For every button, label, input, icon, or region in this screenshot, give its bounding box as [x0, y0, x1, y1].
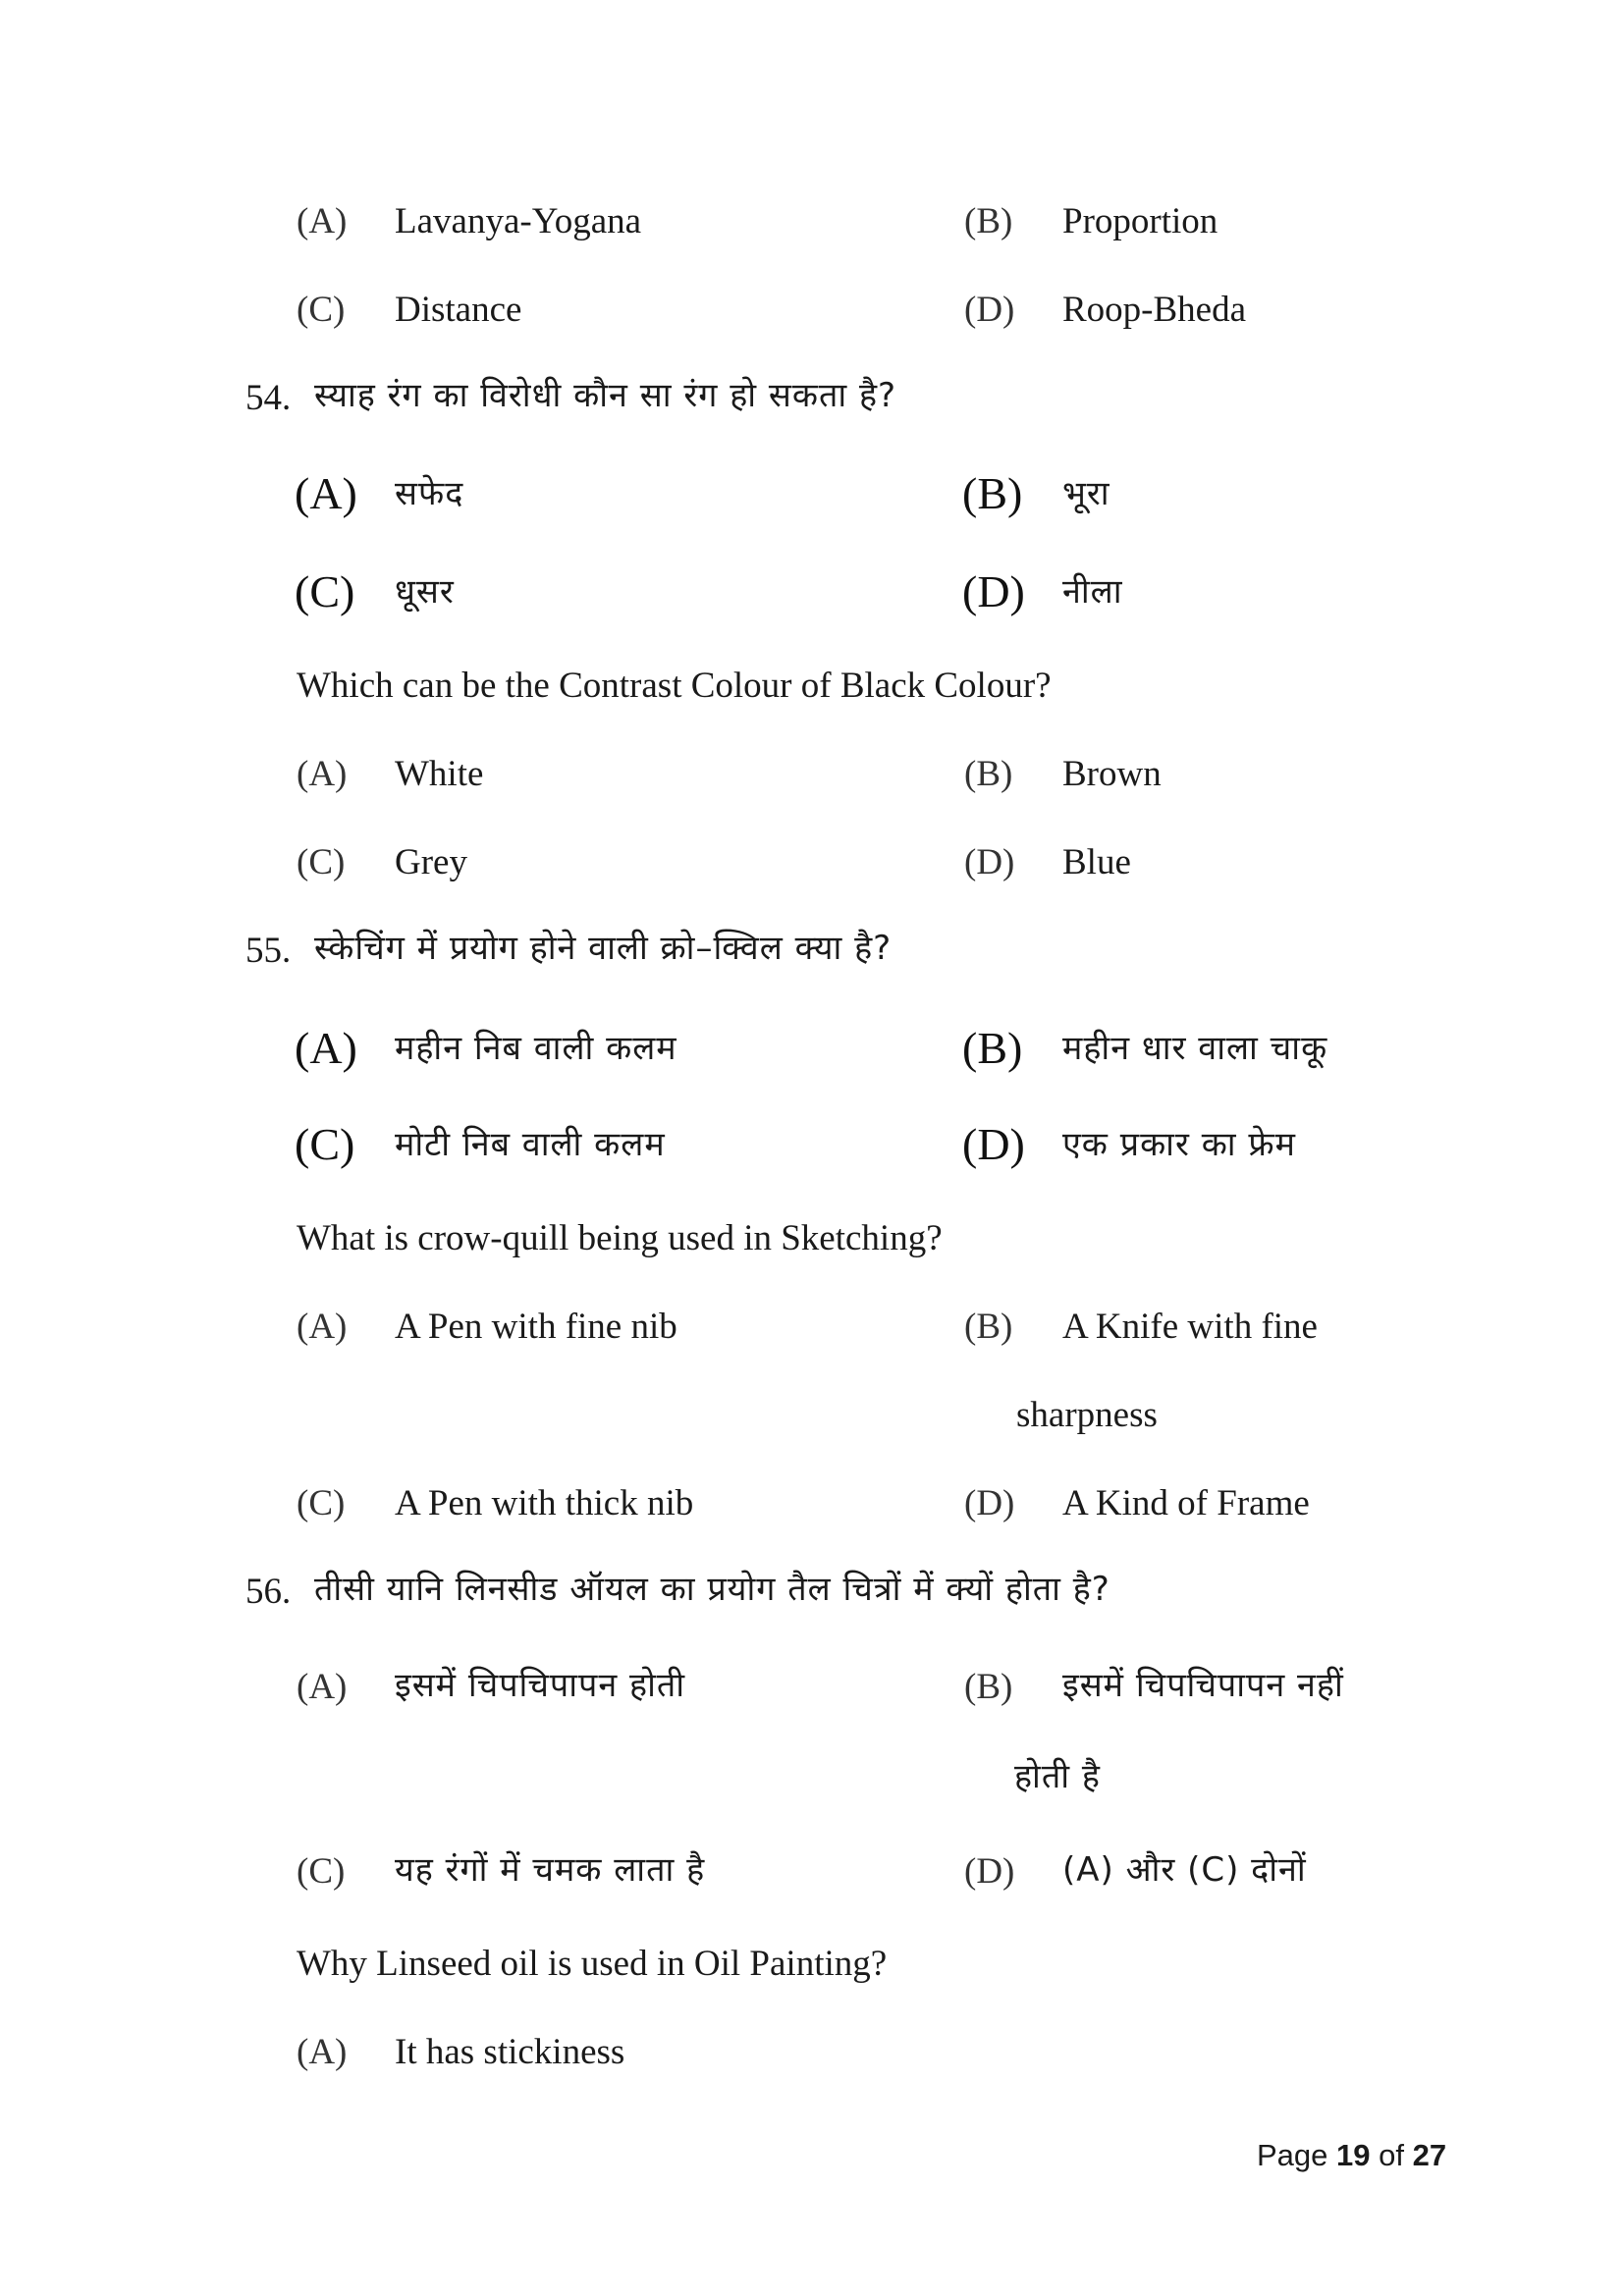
option-label: (C): [295, 1119, 355, 1169]
option-label: (A): [297, 2032, 348, 2072]
option-label: (D): [964, 290, 1015, 330]
option-label: (B): [964, 1667, 1013, 1707]
option-label: (D): [964, 842, 1015, 882]
option-label: (B): [962, 1023, 1023, 1073]
option-text: इसमें चिपचिपापन नहीं: [1062, 1666, 1344, 1705]
option-text: Roop-Bheda: [1062, 290, 1247, 330]
question-hindi: तीसी यानि लिनसीड ऑयल का प्रयोग तैल चित्रों में क्यों होता है?: [314, 1570, 1110, 1609]
option-label: (A): [297, 1667, 348, 1707]
option-label: (C): [297, 1483, 346, 1523]
of-word: of: [1379, 2138, 1404, 2172]
option-text: सफेद: [395, 474, 464, 513]
option-label: (C): [297, 290, 346, 330]
option-text-continuation: sharpness: [1016, 1395, 1158, 1435]
option-label: (A): [297, 201, 348, 241]
option-text: नीला: [1062, 572, 1123, 612]
option-label: (C): [295, 566, 355, 616]
option-label: (D): [962, 1119, 1025, 1169]
option-label: (B): [964, 754, 1013, 794]
option-label: (B): [964, 201, 1013, 241]
option-text: एक प्रकार का फ्रेम: [1062, 1125, 1296, 1164]
option-text: A Pen with thick nib: [395, 1483, 694, 1523]
question-english: What is crow-quill being used in Sketching?: [297, 1218, 943, 1258]
question-number: 56.: [245, 1572, 292, 1612]
option-label: (C): [297, 842, 346, 882]
total-pages: 27: [1412, 2138, 1447, 2172]
option-label: (A): [297, 754, 348, 794]
option-text: Blue: [1062, 842, 1131, 882]
option-text: A Knife with fine: [1062, 1307, 1318, 1347]
question-english: Which can be the Contrast Colour of Black Colour?: [297, 666, 1052, 706]
option-label: (A): [295, 1023, 357, 1073]
option-text: Proportion: [1062, 201, 1218, 241]
option-label: (D): [964, 1483, 1015, 1523]
option-text: Distance: [395, 290, 522, 330]
option-text: इसमें चिपचिपापन होती: [395, 1666, 686, 1705]
option-text: Lavanya-Yogana: [395, 201, 642, 241]
option-text: महीन धार वाला चाकू: [1062, 1029, 1328, 1068]
option-text: White: [395, 754, 484, 794]
question-number: 55.: [245, 931, 292, 971]
option-label: (D): [964, 1851, 1015, 1892]
page-number: [1257, 2140, 1446, 2170]
option-text: Brown: [1062, 754, 1162, 794]
option-text: A Kind of Frame: [1062, 1483, 1310, 1523]
question-hindi: स्याह रंग का विरोधी कौन सा रंग हो सकता है?: [314, 376, 897, 415]
question-hindi: स्केचिंग में प्रयोग होने वाली क्रो–क्विल क्या है?: [314, 929, 893, 968]
option-text: भूरा: [1062, 474, 1110, 513]
option-text: मोटी निब वाली कलम: [395, 1125, 666, 1164]
option-text: A Pen with fine nib: [395, 1307, 677, 1347]
option-text: Grey: [395, 842, 467, 882]
page-word: Page: [1257, 2138, 1328, 2172]
option-text: यह रंगों में चमक लाता है: [395, 1850, 706, 1890]
option-label: (B): [962, 468, 1023, 518]
current-page: 19: [1336, 2138, 1371, 2172]
option-label: (B): [964, 1307, 1013, 1347]
question-english: Why Linseed oil is used in Oil Painting?: [297, 1944, 888, 1984]
option-label: (C): [297, 1851, 346, 1892]
option-text-continuation: होती है: [1014, 1757, 1101, 1796]
option-label: (D): [962, 566, 1025, 616]
option-label: (A): [295, 468, 357, 518]
option-label: (A): [297, 1307, 348, 1347]
option-text: (A) और (C) दोनों: [1062, 1850, 1307, 1890]
option-text: महीन निब वाली कलम: [395, 1029, 677, 1068]
option-text: धूसर: [395, 572, 455, 612]
option-text: It has stickiness: [395, 2032, 625, 2072]
question-number: 54.: [245, 378, 292, 418]
